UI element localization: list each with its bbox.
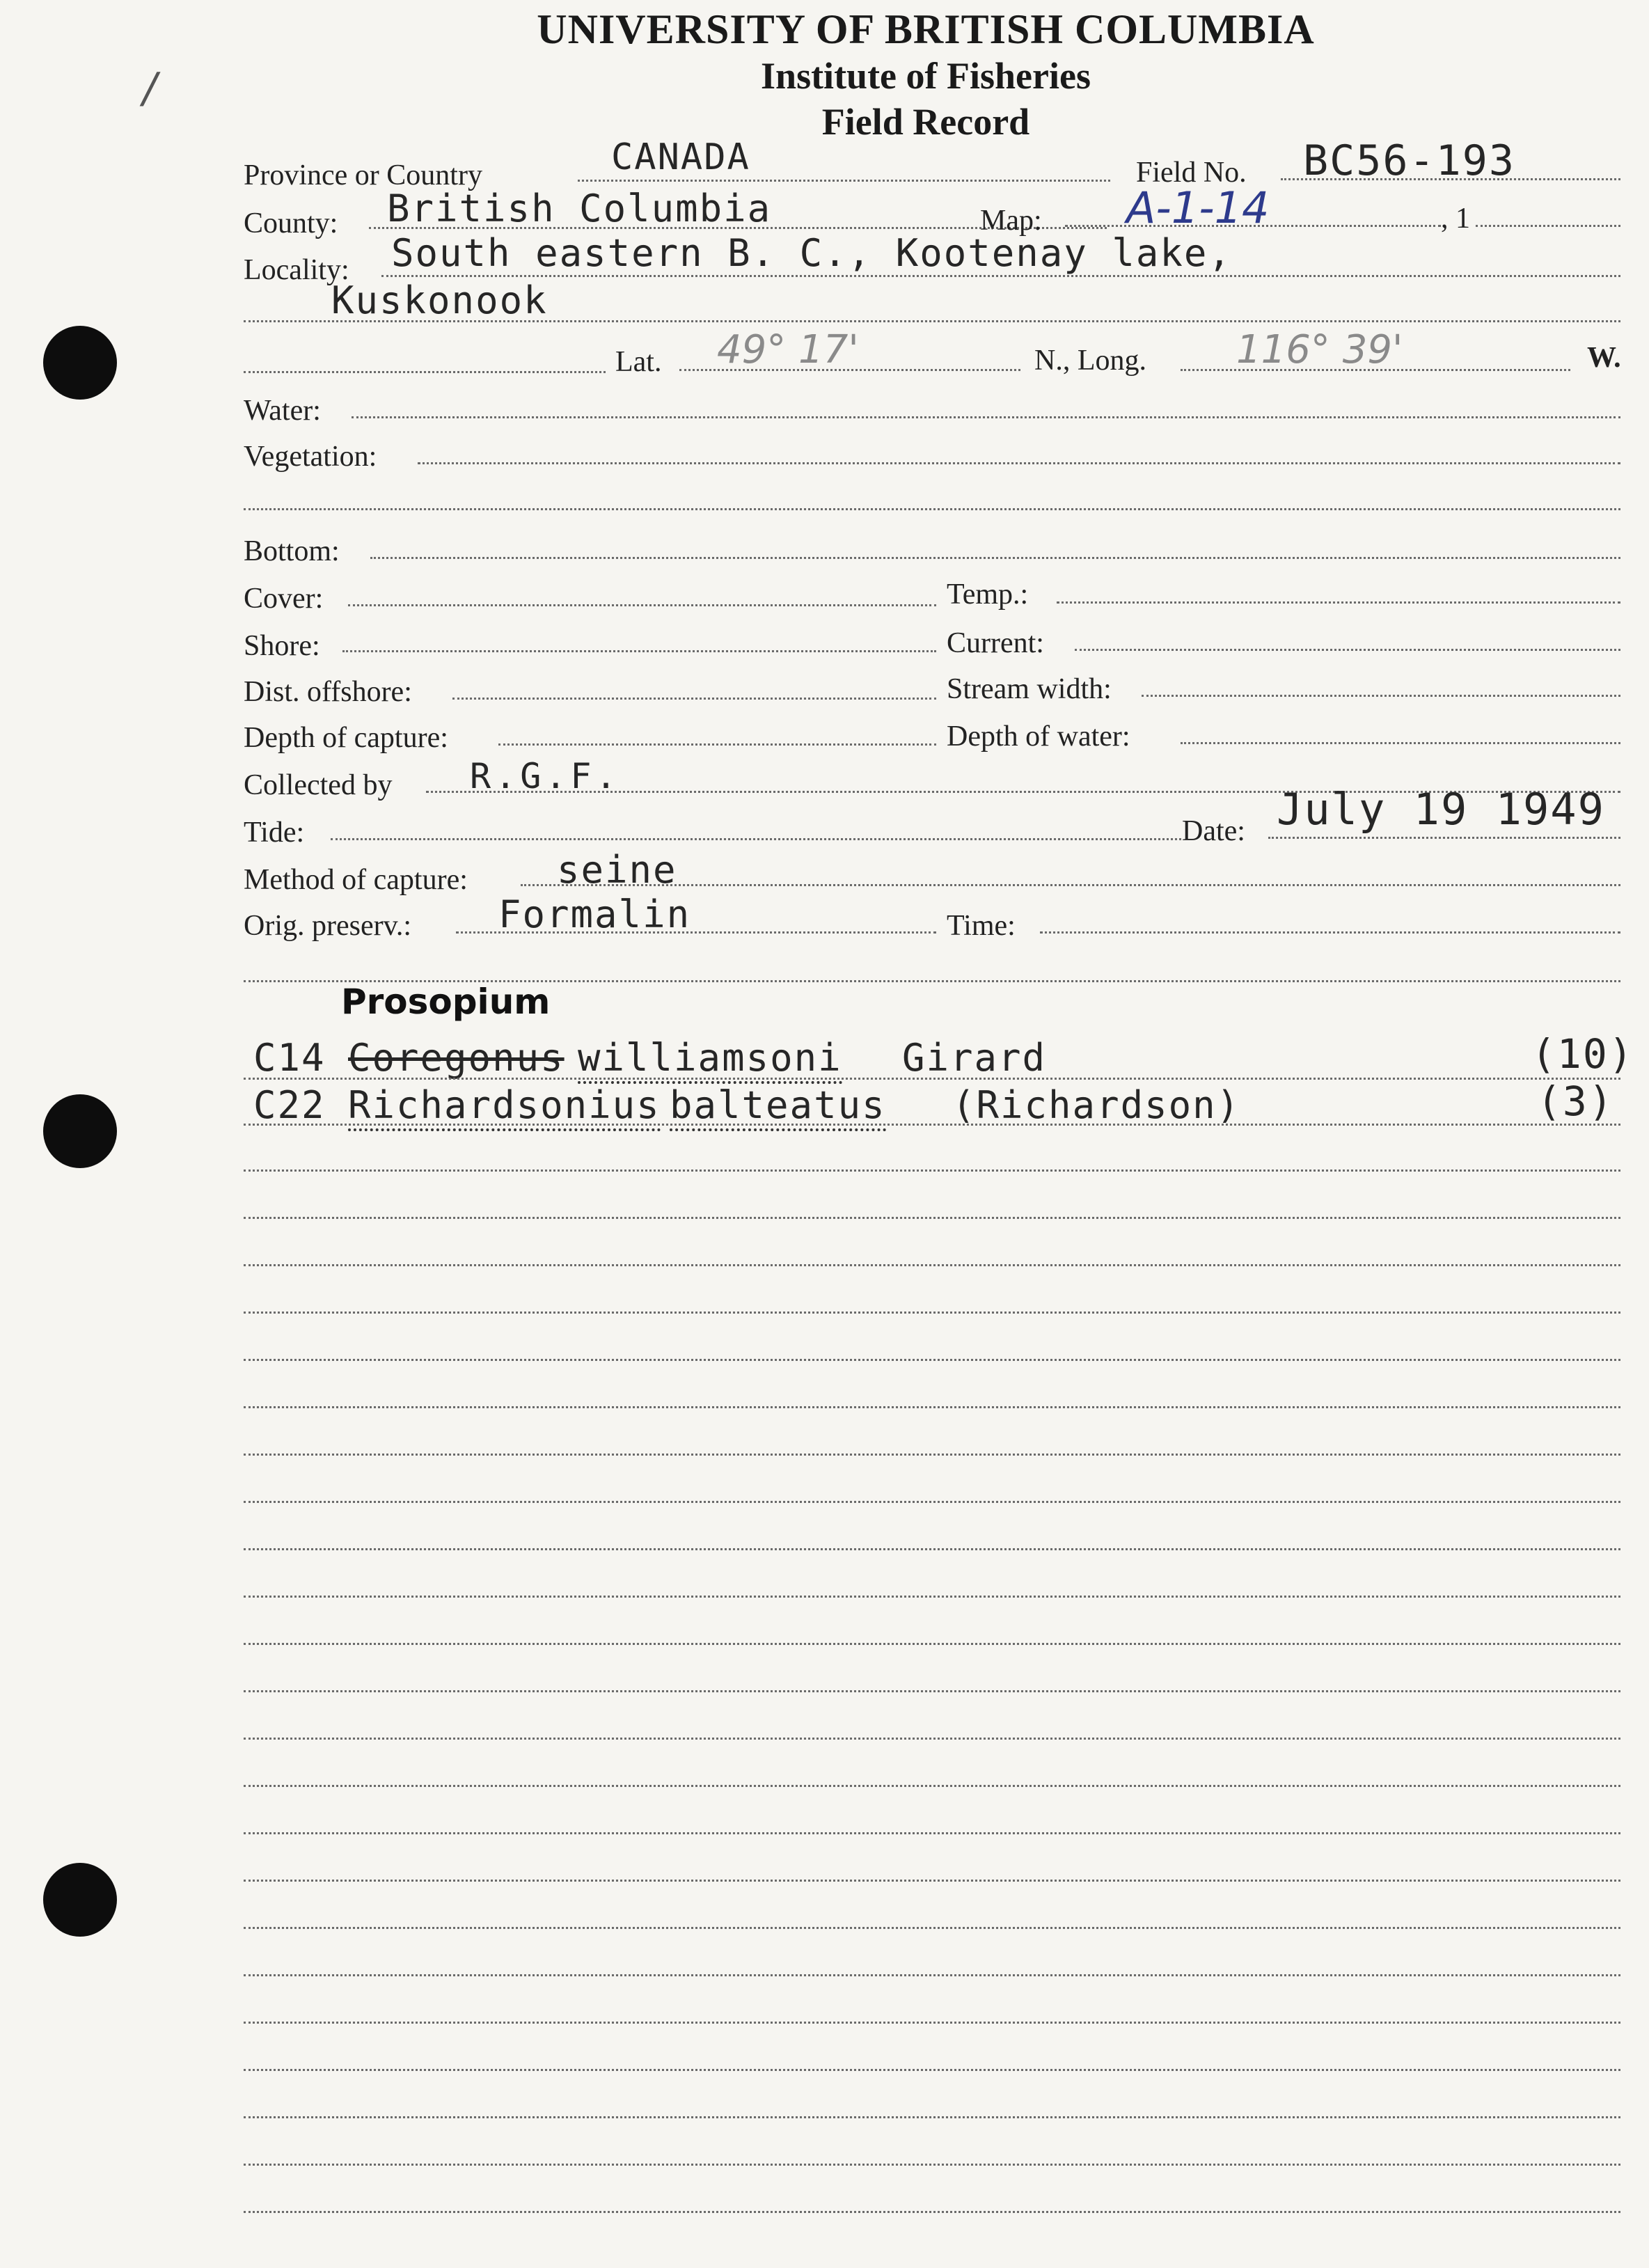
line-stream-width (1142, 695, 1620, 697)
value-long: 116° 39' (1236, 327, 1403, 372)
specimen-1-count: (10) (1531, 1030, 1634, 1078)
label-bottom: Bottom: (244, 535, 340, 567)
label-depth-water: Depth of water: (947, 720, 1130, 753)
line-depth-capture (498, 743, 936, 746)
value-province: CANADA (611, 136, 750, 178)
label-county: County: (244, 207, 338, 239)
value-orig-preserv: Formalin (498, 892, 691, 936)
ruled-line (244, 1217, 1620, 1219)
label-collected-by: Collected by (244, 769, 393, 801)
value-date: July 19 1949 (1277, 784, 1605, 835)
line-vegetation (418, 462, 1620, 464)
binder-hole-bottom (43, 1863, 117, 1937)
label-province: Province or Country (244, 159, 482, 191)
ruled-line (244, 1785, 1620, 1787)
ruled-line (244, 2164, 1620, 2166)
label-water: Water: (244, 395, 321, 427)
line-dist-offshore (452, 698, 936, 700)
value-field-no: BC56-193 (1303, 136, 1515, 185)
margin-tick-mark: / (143, 64, 157, 113)
ruled-line (244, 1690, 1620, 1692)
ruled-line (244, 1312, 1620, 1314)
specimen-2-genus: Richardsonius (348, 1083, 661, 1131)
ruled-line (244, 2022, 1620, 2024)
value-lat: 49° 17' (717, 327, 859, 372)
ruled-line (244, 2116, 1620, 2118)
ruled-line (244, 1454, 1620, 1456)
specimen-2-count: (3) (1537, 1078, 1614, 1125)
institute-heading: Institute of Fisheries (761, 55, 1091, 97)
value-locality-line2: Kuskonook (331, 278, 548, 322)
label-dist-offshore: Dist. offshore: (244, 676, 412, 708)
line-locality (381, 275, 1620, 277)
label-long: N., Long. (1034, 345, 1146, 377)
value-map: A-1-14 (1126, 182, 1270, 233)
ruled-line (244, 2069, 1620, 2071)
ruled-line (244, 1548, 1620, 1550)
label-time: Time: (947, 910, 1016, 942)
ruled-line (244, 1880, 1620, 1882)
line-time (1040, 931, 1620, 934)
line-province (578, 180, 1110, 182)
ruled-line (244, 1832, 1620, 1834)
label-orig-preserv: Orig. preserv.: (244, 910, 412, 942)
ruled-line (244, 1170, 1620, 1172)
label-vegetation: Vegetation: (244, 441, 377, 473)
binder-hole-top (43, 326, 117, 400)
label-field-no: Field No. (1136, 157, 1247, 189)
university-heading: UNIVERSITY OF BRITISH COLUMBIA (537, 6, 1315, 52)
line-tide (331, 838, 1181, 840)
value-locality-line1: South eastern B. C., Kootenay lake, (391, 231, 1232, 275)
specimen-1-genus-correction: Prosopium (341, 982, 551, 1022)
line-bottom (370, 557, 1620, 559)
line-cover (348, 604, 936, 606)
line-method (521, 884, 1620, 886)
specimen-1-author: Girard (902, 1036, 1047, 1080)
label-depth-capture: Depth of capture: (244, 722, 448, 754)
label-date: Date: (1182, 815, 1245, 847)
label-tide: Tide: (244, 817, 305, 849)
form-title: Field Record (821, 101, 1030, 143)
label-cover: Cover: (244, 583, 324, 615)
specimen-2-author: (Richardson) (952, 1083, 1241, 1127)
line-water (352, 416, 1620, 418)
line-lat-lead (244, 371, 606, 373)
ruled-line (244, 1501, 1620, 1503)
ruled-line (244, 1359, 1620, 1361)
specimen-1-genus-struck: Coregonus (348, 1036, 565, 1080)
ruled-line (244, 1596, 1620, 1598)
ruled-line (244, 1974, 1620, 1976)
line-temp (1057, 601, 1620, 604)
specimen-2-species: balteatus (670, 1083, 886, 1131)
label-map-suffix: , 1 (1441, 203, 1470, 235)
line-depth-water (1181, 742, 1620, 744)
value-county: British Columbia (387, 187, 772, 230)
specimen-2-code: C22 (253, 1083, 326, 1127)
ruled-line (244, 1738, 1620, 1740)
label-lat: Lat. (615, 346, 662, 378)
label-method: Method of capture: (244, 864, 468, 896)
line-specimen-2 (244, 1124, 1620, 1126)
ruled-line (244, 1264, 1620, 1266)
label-map: Map: (980, 205, 1042, 237)
ruled-line (244, 1643, 1620, 1645)
value-method: seine (557, 848, 677, 892)
line-blank-1 (244, 508, 1620, 510)
specimen-1-code: C14 (253, 1036, 326, 1080)
binder-hole-middle (43, 1094, 117, 1168)
ruled-line (244, 1406, 1620, 1408)
label-stream-width: Stream width: (947, 673, 1112, 705)
ruled-line (244, 2211, 1620, 2213)
line-map-2 (1476, 225, 1620, 227)
ruled-line (244, 1927, 1620, 1929)
label-temp: Temp.: (947, 578, 1029, 611)
line-specimen-1 (244, 1078, 1620, 1080)
line-current (1075, 649, 1620, 651)
line-date (1268, 837, 1620, 839)
line-shore (342, 650, 936, 652)
label-locality: Locality: (244, 254, 349, 286)
label-shore: Shore: (244, 630, 320, 662)
value-collected-by: R.G.F. (470, 756, 621, 796)
label-w: W. (1587, 342, 1621, 374)
label-current: Current: (947, 627, 1044, 659)
specimen-1-species: williamsoni (578, 1036, 842, 1084)
